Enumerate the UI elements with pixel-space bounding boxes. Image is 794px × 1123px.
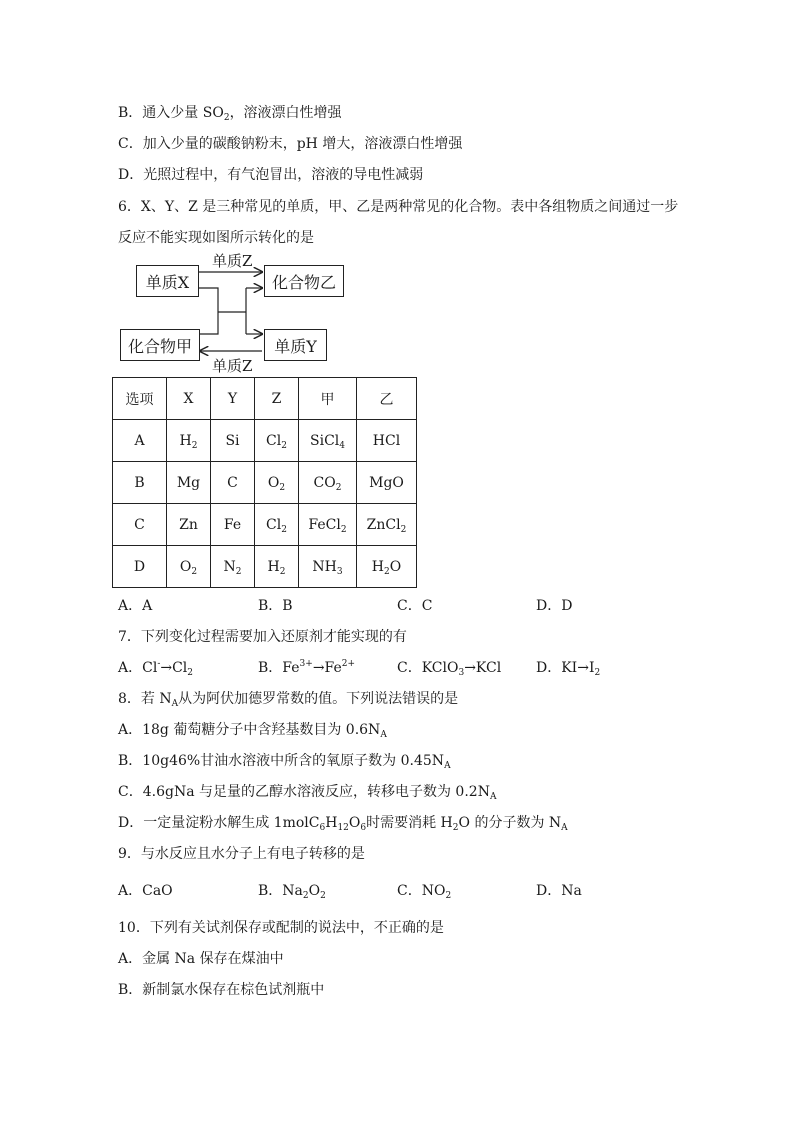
cell-option: B bbox=[113, 462, 167, 504]
q9-option-a: A．CaO bbox=[118, 883, 173, 899]
cell-yi: ZnCl$_2$ bbox=[357, 504, 417, 546]
q8-stem: 8．若 $N_A$从为阿伏加德罗常数的值。下列说法错误的是 bbox=[118, 691, 459, 709]
table-row bbox=[113, 546, 417, 588]
cell-option: A bbox=[113, 420, 167, 462]
q9-option-c: C．$NO_2$ bbox=[397, 883, 452, 901]
q5-option-c: C．加入少量的碳酸钠粉末，pH 增大，溶液漂白性增强 bbox=[118, 136, 463, 152]
cell-z: $Cl_2$ bbox=[255, 504, 299, 546]
q6-option-c: C．C bbox=[397, 598, 433, 614]
header-cell: 乙 bbox=[357, 378, 417, 420]
q7-stem: 7．下列变化过程需要加入还原剂才能实现的有 bbox=[118, 629, 407, 645]
cell-z: $H_2$ bbox=[255, 546, 299, 588]
q6-option-a: A．A bbox=[118, 598, 153, 614]
cell-z: $O_2$ bbox=[255, 462, 299, 504]
cell-x: $O_2$ bbox=[167, 546, 211, 588]
q9-option-b: B．$Na_2O_2$ bbox=[258, 883, 326, 901]
cell-y: $N_2$ bbox=[211, 546, 255, 588]
box-compound-yi: 化合物乙 bbox=[264, 265, 344, 297]
link-left bbox=[199, 288, 218, 334]
cell-x: $H_2$ bbox=[167, 420, 211, 462]
box-compound-jia: 化合物甲 bbox=[120, 329, 200, 361]
cell-jia: SiCl$_4$ bbox=[299, 420, 357, 462]
q6-options-table bbox=[112, 377, 417, 588]
q7-option-a: A．$Cl^-\to Cl_2$ bbox=[118, 659, 194, 678]
q6-option-d: D．D bbox=[536, 598, 573, 614]
cell-jia: FeCl$_2$ bbox=[299, 504, 357, 546]
box-element-y: 单质Y bbox=[264, 329, 327, 361]
cell-yi: MgO bbox=[357, 462, 417, 504]
table-header-row bbox=[113, 378, 417, 420]
q8-option-c: C．4.6gNa 与足量的乙醇水溶液反应，转移电子数为 $0.2N_A$ bbox=[118, 784, 497, 802]
q10-option-a: A．金属 Na 保存在煤油中 bbox=[118, 951, 284, 967]
q8-option-a: A．18g 葡萄糖分子中含羟基数目为 $0.6N_A$ bbox=[118, 722, 387, 740]
cell-x: Mg bbox=[167, 462, 211, 504]
table-row bbox=[113, 462, 417, 504]
header-cell: Z bbox=[255, 378, 299, 420]
table-row bbox=[113, 420, 417, 462]
q10-option-b: B．新制氯水保存在棕色试剂瓶中 bbox=[118, 982, 325, 998]
cell-z: $Cl_2$ bbox=[255, 420, 299, 462]
header-cell: Y bbox=[211, 378, 255, 420]
cell-yi: HCl bbox=[357, 420, 417, 462]
cell-x: Zn bbox=[167, 504, 211, 546]
cell-yi: $H_2O$ bbox=[357, 546, 417, 588]
cell-y: Fe bbox=[211, 504, 255, 546]
q5-option-b: B．通入少量 $SO_2$，溶液漂白性增强 bbox=[118, 105, 342, 123]
q9-option-d: D．Na bbox=[536, 883, 582, 899]
cell-y: Si bbox=[211, 420, 255, 462]
q8-option-d: D．一定量淀粉水解生成 $1molC_6H_{12}O_6$时需要消耗 $H_2O$ 的分子数为 $N_A$ bbox=[118, 815, 568, 833]
q8-option-b: B．10g46%甘油水溶液中所含的氧原子数为 $0.45N_A$ bbox=[118, 753, 451, 771]
cell-jia: $NH_3$ bbox=[299, 546, 357, 588]
cell-jia: $CO_2$ bbox=[299, 462, 357, 504]
header-cell: X bbox=[167, 378, 211, 420]
q9-stem: 9．与水反应且水分子上有电子转移的是 bbox=[118, 846, 365, 862]
q7-option-d: D．$KI\to I_2$ bbox=[536, 660, 601, 678]
q7-option-c: C．KClO$_3$→KCl bbox=[397, 660, 502, 678]
q5-option-d: D．光照过程中，有气泡冒出，溶液的导电性减弱 bbox=[118, 167, 424, 183]
cell-y: C bbox=[211, 462, 255, 504]
q6-stem-line1: 6．X、Y、Z 是三种常见的单质，甲、乙是两种常见的化合物。表中各组物质之间通过一步 bbox=[118, 199, 679, 215]
header-cell: 甲 bbox=[299, 378, 357, 420]
cell-option: C bbox=[113, 504, 167, 546]
label-element-z-bottom: 单质Z bbox=[212, 357, 253, 375]
cell-option: D bbox=[113, 546, 167, 588]
label-element-z-top: 单质Z bbox=[212, 252, 253, 270]
header-cell: 选项 bbox=[113, 378, 167, 420]
q6-option-b: B．B bbox=[258, 598, 293, 614]
q7-option-b: B．$Fe^{3+}\to Fe^{2+}$ bbox=[258, 659, 356, 676]
q10-stem: 10．下列有关试剂保存或配制的说法中，不正确的是 bbox=[118, 920, 444, 936]
box-element-x: 单质X bbox=[136, 265, 199, 297]
table-row bbox=[113, 504, 417, 546]
q6-stem-line2: 反应不能实现如图所示转化的是 bbox=[118, 230, 314, 246]
